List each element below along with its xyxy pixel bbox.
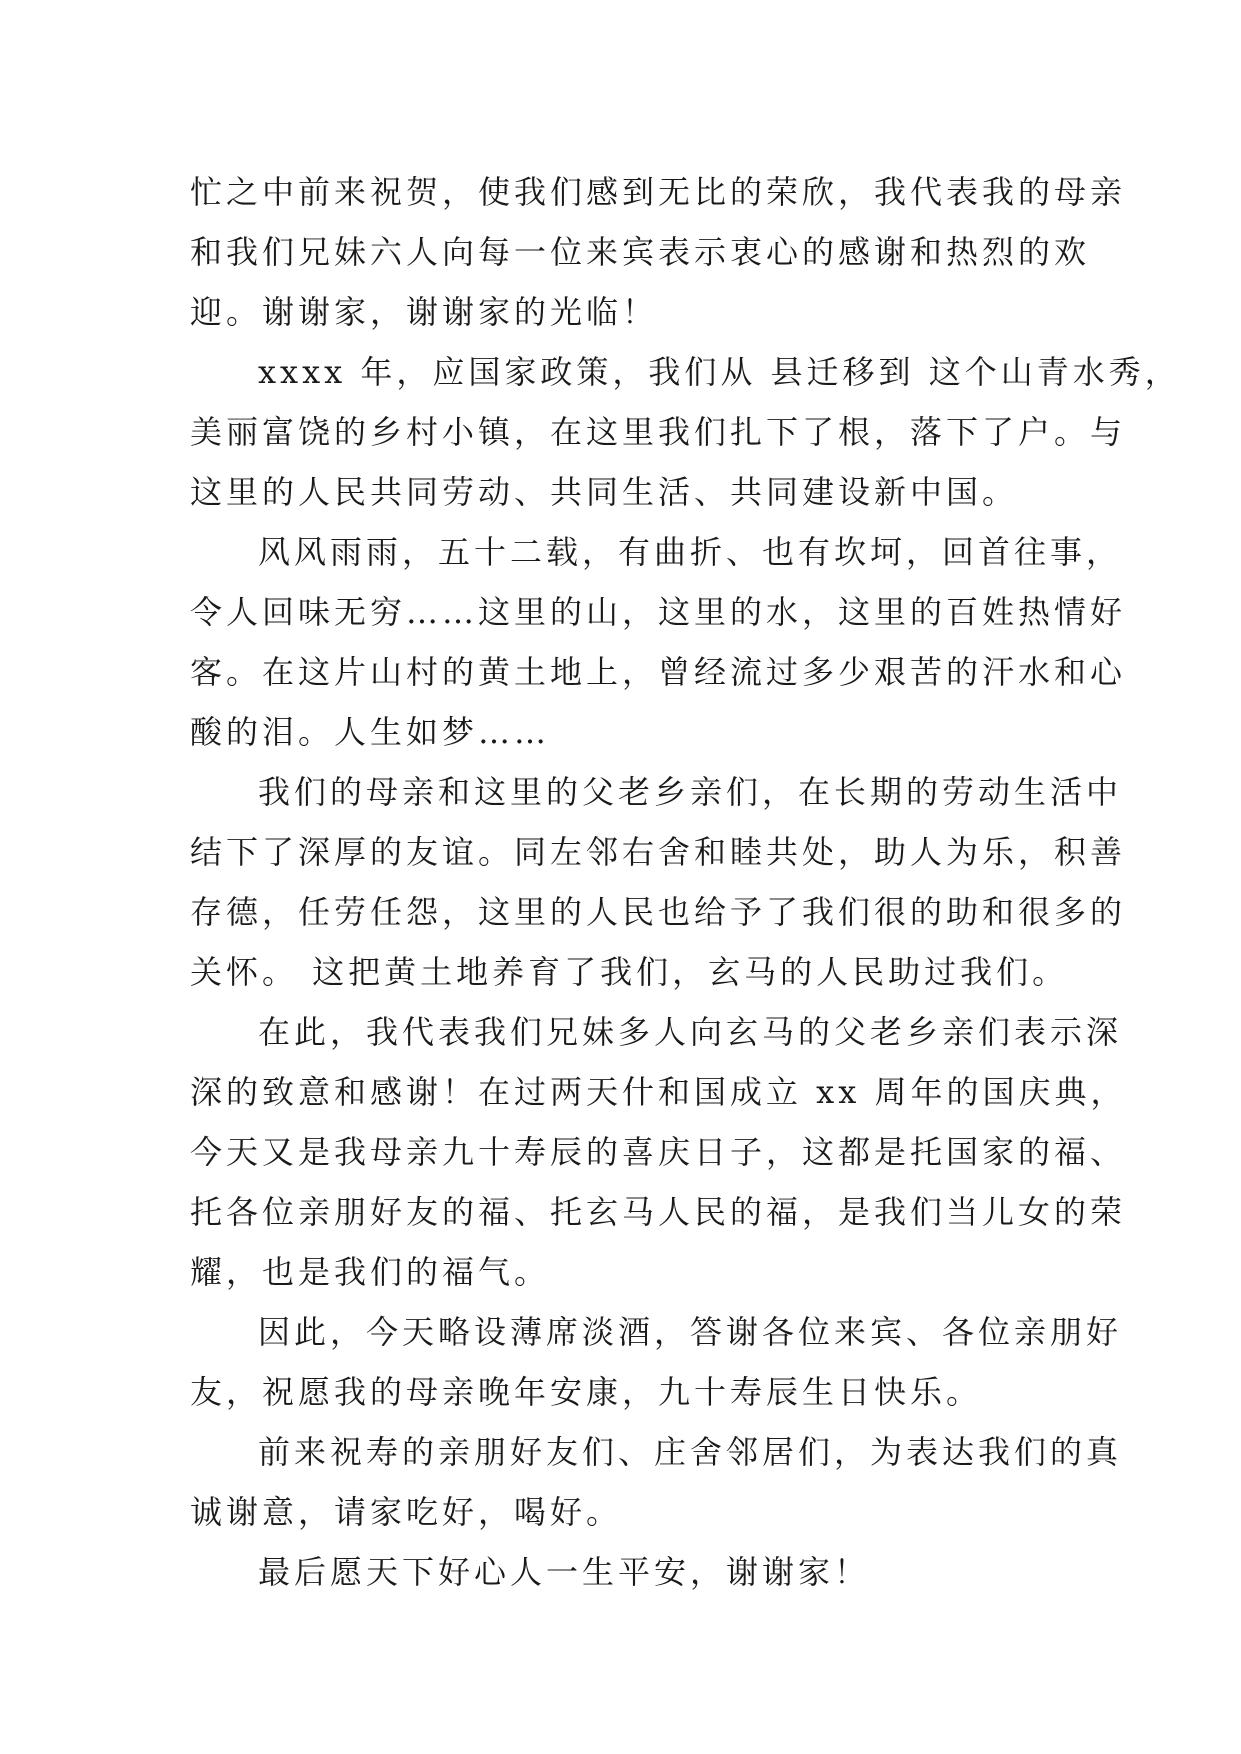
text-line: 在此，我代表我们兄妹多人向玄马的父老乡亲们表示深 xyxy=(258,1013,1123,1051)
paragraph-6 xyxy=(190,1302,1123,1422)
document-body xyxy=(190,162,1181,1602)
paragraph-2 xyxy=(190,342,1181,522)
text-line: 最后愿天下好心人一生平安，谢谢家！ xyxy=(258,1553,871,1591)
paragraph-1 xyxy=(190,162,1127,342)
text-line: 和我们兄妹六人向每一位来宾表示衷心的感谢和热烈的欢 xyxy=(190,233,1091,271)
text-line: 前来祝寿的亲朋好友们、庄舍邻居们，为表达我们的真 xyxy=(258,1433,1123,1471)
text-line: 迎。谢谢家，谢谢家的光临！ xyxy=(190,293,659,331)
text-line: 存德，任劳任怨，这里的人民也给予了我们很的助和很多的 xyxy=(190,893,1127,931)
paragraph-7 xyxy=(190,1422,1123,1542)
text-line: 风风雨雨，五十二载，有曲折、也有坎坷，回首往事， xyxy=(258,533,1123,571)
text-line: 诚谢意，请家吃好，喝好。 xyxy=(190,1493,623,1531)
text-line: 忙之中前来祝贺，使我们感到无比的荣欣，我代表我的母亲 xyxy=(190,173,1127,211)
text-line: 耀，也是我们的福气。 xyxy=(190,1253,551,1291)
text-line: 令人回味无穷……这里的山，这里的水，这里的百姓热情好 xyxy=(190,593,1127,631)
text-line: 酸的泪。人生如梦…… xyxy=(190,713,551,751)
text-line: 这里的人民共同劳动、共同生活、共同建设新中国。 xyxy=(190,473,1019,511)
text-line: 深的致意和感谢！在过两天什和国成立 xx 周年的国庆典， xyxy=(190,1073,1127,1111)
text-line: 友，祝愿我的母亲晚年安康，九十寿辰生日快乐。 xyxy=(190,1373,983,1411)
paragraph-4 xyxy=(190,762,1127,1002)
text-line: 美丽富饶的乡村小镇，在这里我们扎下了根，落下了户。与 xyxy=(190,413,1127,451)
paragraph-5 xyxy=(190,1002,1127,1302)
text-line: 结下了深厚的友谊。同左邻右舍和睦共处，助人为乐，积善 xyxy=(190,833,1127,871)
text-line: 因此，今天略设薄席淡酒，答谢各位来宾、各位亲朋好 xyxy=(258,1313,1123,1351)
text-line: 今天又是我母亲九十寿辰的喜庆日子，这都是托国家的福、 xyxy=(190,1133,1127,1171)
paragraph-8 xyxy=(190,1542,1070,1602)
text-line: 关怀。 这把黄土地养育了我们，玄马的人民助过我们。 xyxy=(190,953,1069,991)
paragraph-3 xyxy=(190,522,1127,762)
text-line: 我们的母亲和这里的父老乡亲们，在长期的劳动生活中 xyxy=(258,773,1123,811)
text-line: xxxx 年，应国家政策，我们从 县迁移到 这个山青水秀， xyxy=(258,353,1181,391)
text-line: 托各位亲朋好友的福、托玄马人民的福，是我们当儿女的荣 xyxy=(190,1193,1127,1231)
text-line: 客。在这片山村的黄土地上，曾经流过多少艰苦的汗水和心 xyxy=(190,653,1127,691)
